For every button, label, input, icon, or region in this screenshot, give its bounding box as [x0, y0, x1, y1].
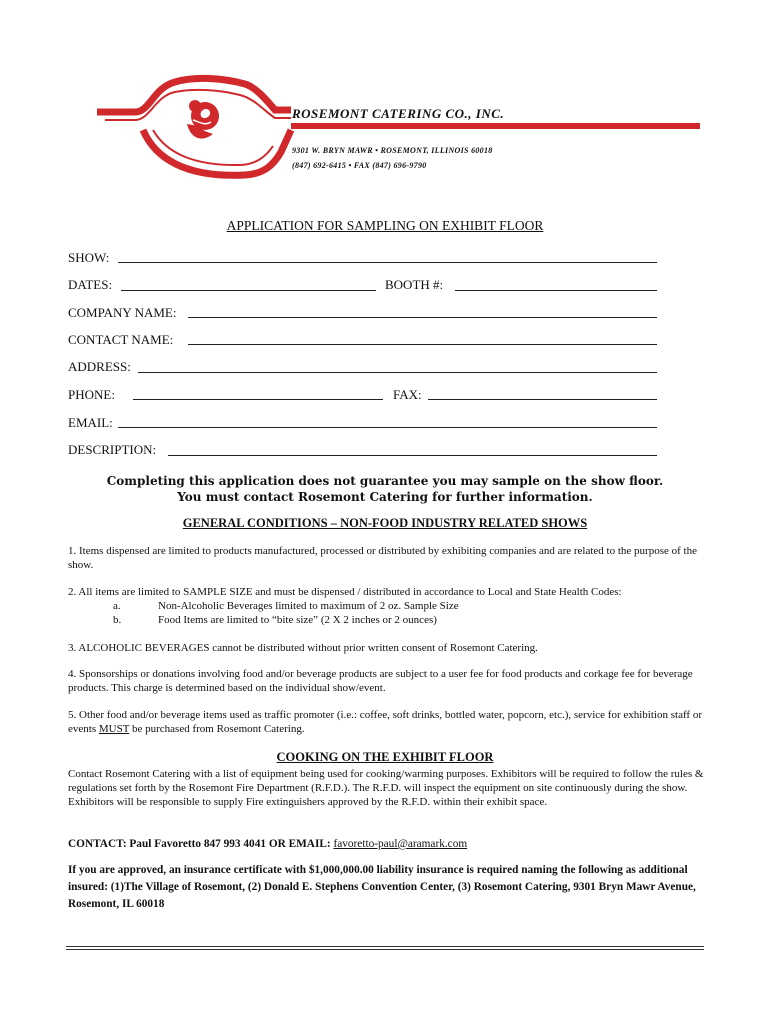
fax-field[interactable] — [428, 399, 657, 400]
phone-label: PHONE: — [68, 387, 115, 402]
form-title: APPLICATION FOR SAMPLING ON EXHIBIT FLOOR — [226, 218, 544, 233]
show-label: SHOW: — [68, 250, 110, 265]
condition-2a: Non-Alcoholic Beverages limited to maximum of 2 oz. Sample Size — [158, 600, 459, 612]
booth-label: BOOTH #: — [385, 277, 444, 292]
description-field[interactable] — [168, 455, 657, 456]
contact-line — [68, 838, 467, 850]
condition-5-end: be purchased from Rosemont Catering. — [129, 723, 305, 735]
condition-2b-marker: b. — [113, 614, 122, 626]
company-address: 9301 W. BRYN MAWR • ROSEMONT, ILLINOIS 60018 — [292, 146, 493, 155]
condition-1: 1. Items dispensed are limited to products manufactured, processed or distributed by exhibiting companies and are related to the purpose of the show. — [68, 545, 697, 571]
dates-field[interactable] — [121, 290, 376, 291]
dates-label: DATES: — [68, 277, 113, 292]
address-field[interactable] — [138, 372, 657, 373]
condition-5-text: 5. Other food and/or beverage items used as traffic promoter (i.e.: coffee, soft drinks, bottled water, popcorn, etc.), service for exhibition staff or events — [68, 709, 702, 735]
email-label: EMAIL: — [68, 415, 113, 430]
condition-4: 4. Sponsorships or donations involving food and/or beverage products are subject to a user fee for food products and corkage fee for beverage products. This charge is determined based on the individual show/event. — [68, 668, 693, 694]
contact-label: CONTACT: Paul Favoretto 847 993 4041 OR EMAIL: — [68, 838, 334, 850]
contact-email-link[interactable]: favoretto-paul@aramark.com — [333, 838, 468, 850]
description-label: DESCRIPTION: — [68, 442, 157, 457]
phone-field[interactable] — [133, 399, 383, 400]
notice-line-2: You must contact Rosemont Catering for further information. — [177, 490, 593, 504]
email-field[interactable] — [118, 427, 657, 428]
booth-field[interactable] — [455, 290, 657, 291]
company-name-field[interactable] — [188, 317, 657, 318]
cooking-heading: COOKING ON THE EXHIBIT FLOOR — [276, 750, 494, 764]
address-label: ADDRESS: — [68, 359, 131, 374]
show-field[interactable] — [118, 262, 657, 263]
condition-5 — [68, 708, 708, 736]
company-phone: (847) 692-6415 • FAX (847) 696-9790 — [292, 161, 427, 170]
condition-2a-marker: a. — [113, 600, 121, 612]
cooking-text: Contact Rosemont Catering with a list of equipment being used for cooking/warming purposes. Exhibitors will be required to follow the rules & regulations set forth by the Rosemont Fire Department (R.F.D.). The R.F.D. will inspect the equipment on site continuously during the show. Exhibitors will be responsible to supply Fire extinguishers approved by the R.F.D. within their exhibit space. — [68, 768, 704, 808]
fax-label: FAX: — [393, 387, 422, 402]
company-name: ROSEMONT CATERING CO., INC. — [292, 106, 505, 121]
must-emphasis: MUST — [98, 723, 130, 735]
condition-2b: Food Items are limited to “bite size” (2 X 2 inches or 2 ounces) — [158, 614, 437, 626]
footer-rule-bottom — [66, 949, 704, 950]
general-conditions-heading: GENERAL CONDITIONS – NON-FOOD INDUSTRY RELATED SHOWS — [182, 516, 588, 530]
contact-name-field[interactable] — [188, 344, 657, 345]
notice-line-1: Completing this application does not guarantee you may sample on the show floor. — [106, 474, 664, 488]
contact-name-label: CONTACT NAME: — [68, 332, 174, 347]
company-name-label: COMPANY NAME: — [68, 305, 177, 320]
footer-rule-top — [66, 946, 704, 947]
insurance-text: If you are approved, an insurance certificate with $1,000,000.00 liability insurance is required naming the following as additional insured: (1)The Village of Rosemont, (2) Donald E. Stephens Convention Center, (3) Rosemont Catering, 9301 Bryn Mawr Avenue, Rosemont, IL 60018 — [68, 864, 696, 910]
condition-3: 3. ALCOHOLIC BEVERAGES cannot be distributed without prior written consent of Rosemont Catering. — [68, 642, 538, 654]
condition-2: 2. All items are limited to SAMPLE SIZE and must be dispensed / distributed in accordance to Local and State Health Codes: — [68, 586, 622, 598]
